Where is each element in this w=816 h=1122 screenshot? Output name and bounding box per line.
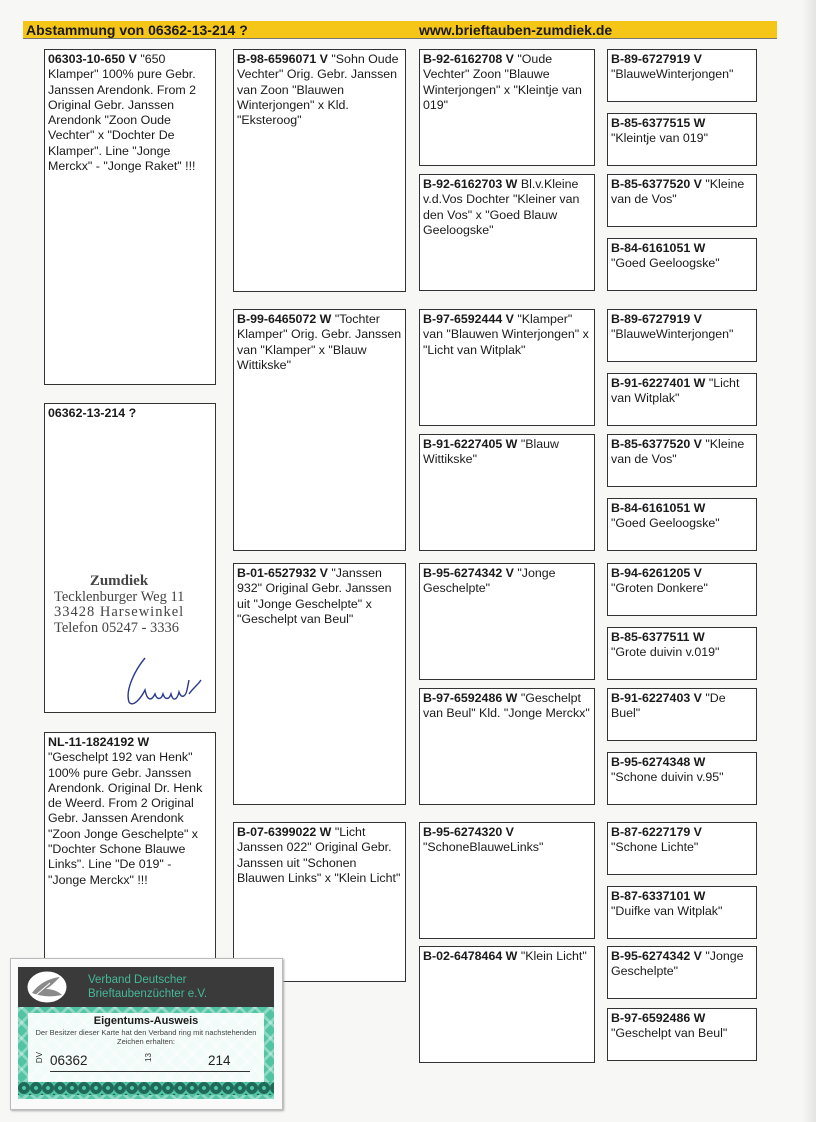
pedigree-text: "Sohn Oude Vechter" Orig. Gebr. Janssen van Zoon "Blauwen Winterjongen" x Kld. "Eksteroog" [237,52,399,128]
pedigree-ring: B-97-6592486 W [423,691,518,705]
pedigree-ring: B-97-6592486 W [611,1011,706,1025]
gen4-box [607,174,757,227]
gen4-box [607,434,757,487]
pedigree-text: "BlauweWinterjongen" [611,67,734,82]
pedigree-ring: B-94-6261205 V [611,566,702,580]
card-dv: DV [35,1051,45,1064]
sire-box [44,49,216,385]
pedigree-text: "Jonge Geschelpte" [611,949,744,979]
pedigree-ring: B-91-6227403 V [611,691,702,705]
pedigree-ring: B-95-6274348 W [611,755,706,769]
pedigree-text: "Licht van Witplak" [611,376,740,406]
dam-sire-box [233,563,406,805]
pedigree-ring: B-85-6377515 W [611,116,706,130]
pedigree-text: "Duifke van Witplak" [611,904,723,919]
stamp-city: 33428 Harsewinkel [54,604,185,620]
pedigree-ring: B-85-6377520 V [611,437,702,451]
pedigree-text: "Oude Vechter" Zoon "Blauwe Winterjongen" x "Kleintje van 019" [423,52,582,112]
pedigree-text: "Janssen 932" Original Gebr. Janssen uit "Jonge Geschelpte" x "Geschelpt van Beul" [237,566,392,626]
sire-text: "650 Klamper" 100% pure Gebr. Janssen Arendonk. From 2 Original Gebr. Janssen Arendonk "Zoon Oude Vechter" x "Dochter De Klamper". Line "Jonge Merckx" - "Jonge Raket" !!! [48,52,197,174]
ownership-card [10,958,283,1110]
pedigree-text: "Blauw Wittikske" [423,437,559,467]
card-club-number: 06362 [50,1053,88,1068]
subject-ring: 06362-13-214 ? [48,406,137,420]
pedigree-text: "De Buel" [611,691,726,721]
gen4-box [607,822,757,875]
pedigree-text: "Jonge Geschelpte" [423,566,556,596]
pedigree-text: "Schone duivin v.95" [611,770,724,785]
card-header [18,967,274,1007]
pedigree-ring: B-84-6161051 W [611,241,706,255]
pedigree-text: "Kleine van de Vos" [611,177,745,207]
gen4-box [607,886,757,939]
gen3-box [419,174,595,291]
sire-sire-box [233,49,406,292]
owner-stamp [54,574,204,636]
card-year: 13 [143,1053,153,1062]
pedigree-text: "Schone Lichte" [611,840,699,855]
gen3-box [419,309,595,426]
gen4-box [607,752,757,805]
stamp-street: Tecklenburger Weg 11 [54,588,185,605]
dam-text: "Geschelpt 192 van Henk" 100% pure Gebr. Janssen Arendonk. Original Dr. Henk de Weerd. From 2 Original Gebr. Janssen Arendonk "Zoon Jonge Geschelpte" x "Dochter Schone Blauwe Links". Line "De 019" - "Jonge Merckx" !!! [48,750,203,887]
pedigree-ring: B-95-6274320 V [423,825,514,839]
card-divider [50,1071,250,1072]
pedigree-ring: B-92-6162708 V [423,52,514,66]
stamp-name: Zumdiek [89,573,149,589]
pedigree-ring: B-89-6727919 V [611,312,702,326]
dam-box [44,732,216,964]
paper-edge [802,0,816,1122]
pedigree-text: "SchoneBlauweLinks" [423,840,544,855]
pedigree-text: "Kleintje van 019" [611,131,708,146]
page-title: Abstammung von 06362-13-214 ? [26,22,248,38]
gen4-box [607,113,757,166]
card-pattern-strip [18,1082,274,1095]
gen3-box [419,563,595,680]
pedigree-text: "Groten Donkere" [611,581,708,596]
card-ring-number: 214 [208,1053,231,1068]
card-association-line2: Brieftaubenzüchter e.V. [88,988,208,1000]
pedigree-ring: B-85-6377520 V [611,177,702,191]
pedigree-ring: B-99-6465072 W [237,312,332,326]
gen4-box [607,238,757,291]
card-heading: Eigentums-Ausweis [93,1015,199,1027]
header-bar [23,21,777,39]
dam-ring: NL-11-1824192 W [48,735,150,749]
gen3-box [419,822,595,939]
pedigree-ring: B-01-6527932 V [237,566,328,580]
website-link[interactable]: www.brieftauben-zumdiek.de [419,22,613,38]
pedigree-ring: B-92-6162703 W [423,177,518,191]
pedigree-ring: B-85-6377511 W [611,630,705,644]
sire-dam-box [233,309,406,551]
gen4-box [607,1008,757,1061]
pedigree-text: "Klamper" van "Blauwen Winterjongen" x "Licht van Witplak" [423,312,589,357]
pedigree-text: "Kleine van de Vos" [611,437,745,467]
pedigree-ring: B-97-6592444 V [423,312,514,326]
pedigree-ring: B-07-6399022 W [237,825,332,839]
pedigree-text: "Klein Licht" [520,949,587,963]
stamp-phone: Telefon 05247 - 3336 [54,619,180,636]
pedigree-ring: B-91-6227401 W [611,376,706,390]
pedigree-ring: B-87-6227179 V [611,825,702,839]
card-text: Der Besitzer dieser Karte hat den Verband ring mit nachstehenden Zeichen erhalten: [35,1028,257,1046]
gen4-box [607,373,757,426]
gen3-box [419,946,595,1063]
gen3-box [419,688,595,805]
pedigree-text: "Grote duivin v.019" [611,645,720,660]
pedigree-text: "Licht Janssen 022" Original Gebr. Janssen uit "Schonen Blauwen Links" x "Klein Licht" [237,825,401,885]
gen3-box [419,434,595,551]
gen4-box [607,946,757,999]
pedigree-text: "Goed Geeloogske" [611,516,720,531]
gen4-box [607,498,757,551]
gen3-box [419,49,595,166]
gen4-box [607,309,757,362]
card-association [88,973,268,1001]
pedigree-ring: B-02-6478464 W [423,949,518,963]
signature [115,650,210,710]
gen4-box [607,688,757,741]
pedigree-ring: B-95-6274342 V [611,949,702,963]
gen4-box [607,627,757,680]
pedigree-ring: B-95-6274342 V [423,566,514,580]
pedigree-text: "Geschelpt van Beul" Kld. "Jonge Merckx" [423,691,590,721]
pedigree-text: Bl.v.Kleine v.d.Vos Dochter "Kleiner van den Vos" x "Goed Blauw Geeloogske" [423,177,580,237]
pedigree-ring: B-89-6727919 V [611,52,702,66]
pedigree-ring: B-98-6596071 V [237,52,328,66]
pedigree-text: "BlauweWinterjongen" [611,327,734,342]
gen4-box [607,563,757,616]
pedigree-text: "Geschelpt van Beul" [611,1026,728,1041]
card-panel [28,1013,264,1083]
pigeon-logo-icon [24,969,70,1005]
gen4-box [607,49,757,102]
card-association-line1: Verband Deutscher [88,974,187,986]
sire-ring: 06303-10-650 V [48,52,137,66]
pedigree-text: "Tochter Klamper" Orig. Gebr. Janssen van "Klamper" x "Blauw Wittikske" [237,312,402,372]
pedigree-text: "Goed Geeloogske" [611,256,720,271]
pedigree-ring: B-91-6227405 W [423,437,518,451]
pedigree-ring: B-87-6337101 W [611,889,706,903]
pedigree-ring: B-84-6161051 W [611,501,706,515]
